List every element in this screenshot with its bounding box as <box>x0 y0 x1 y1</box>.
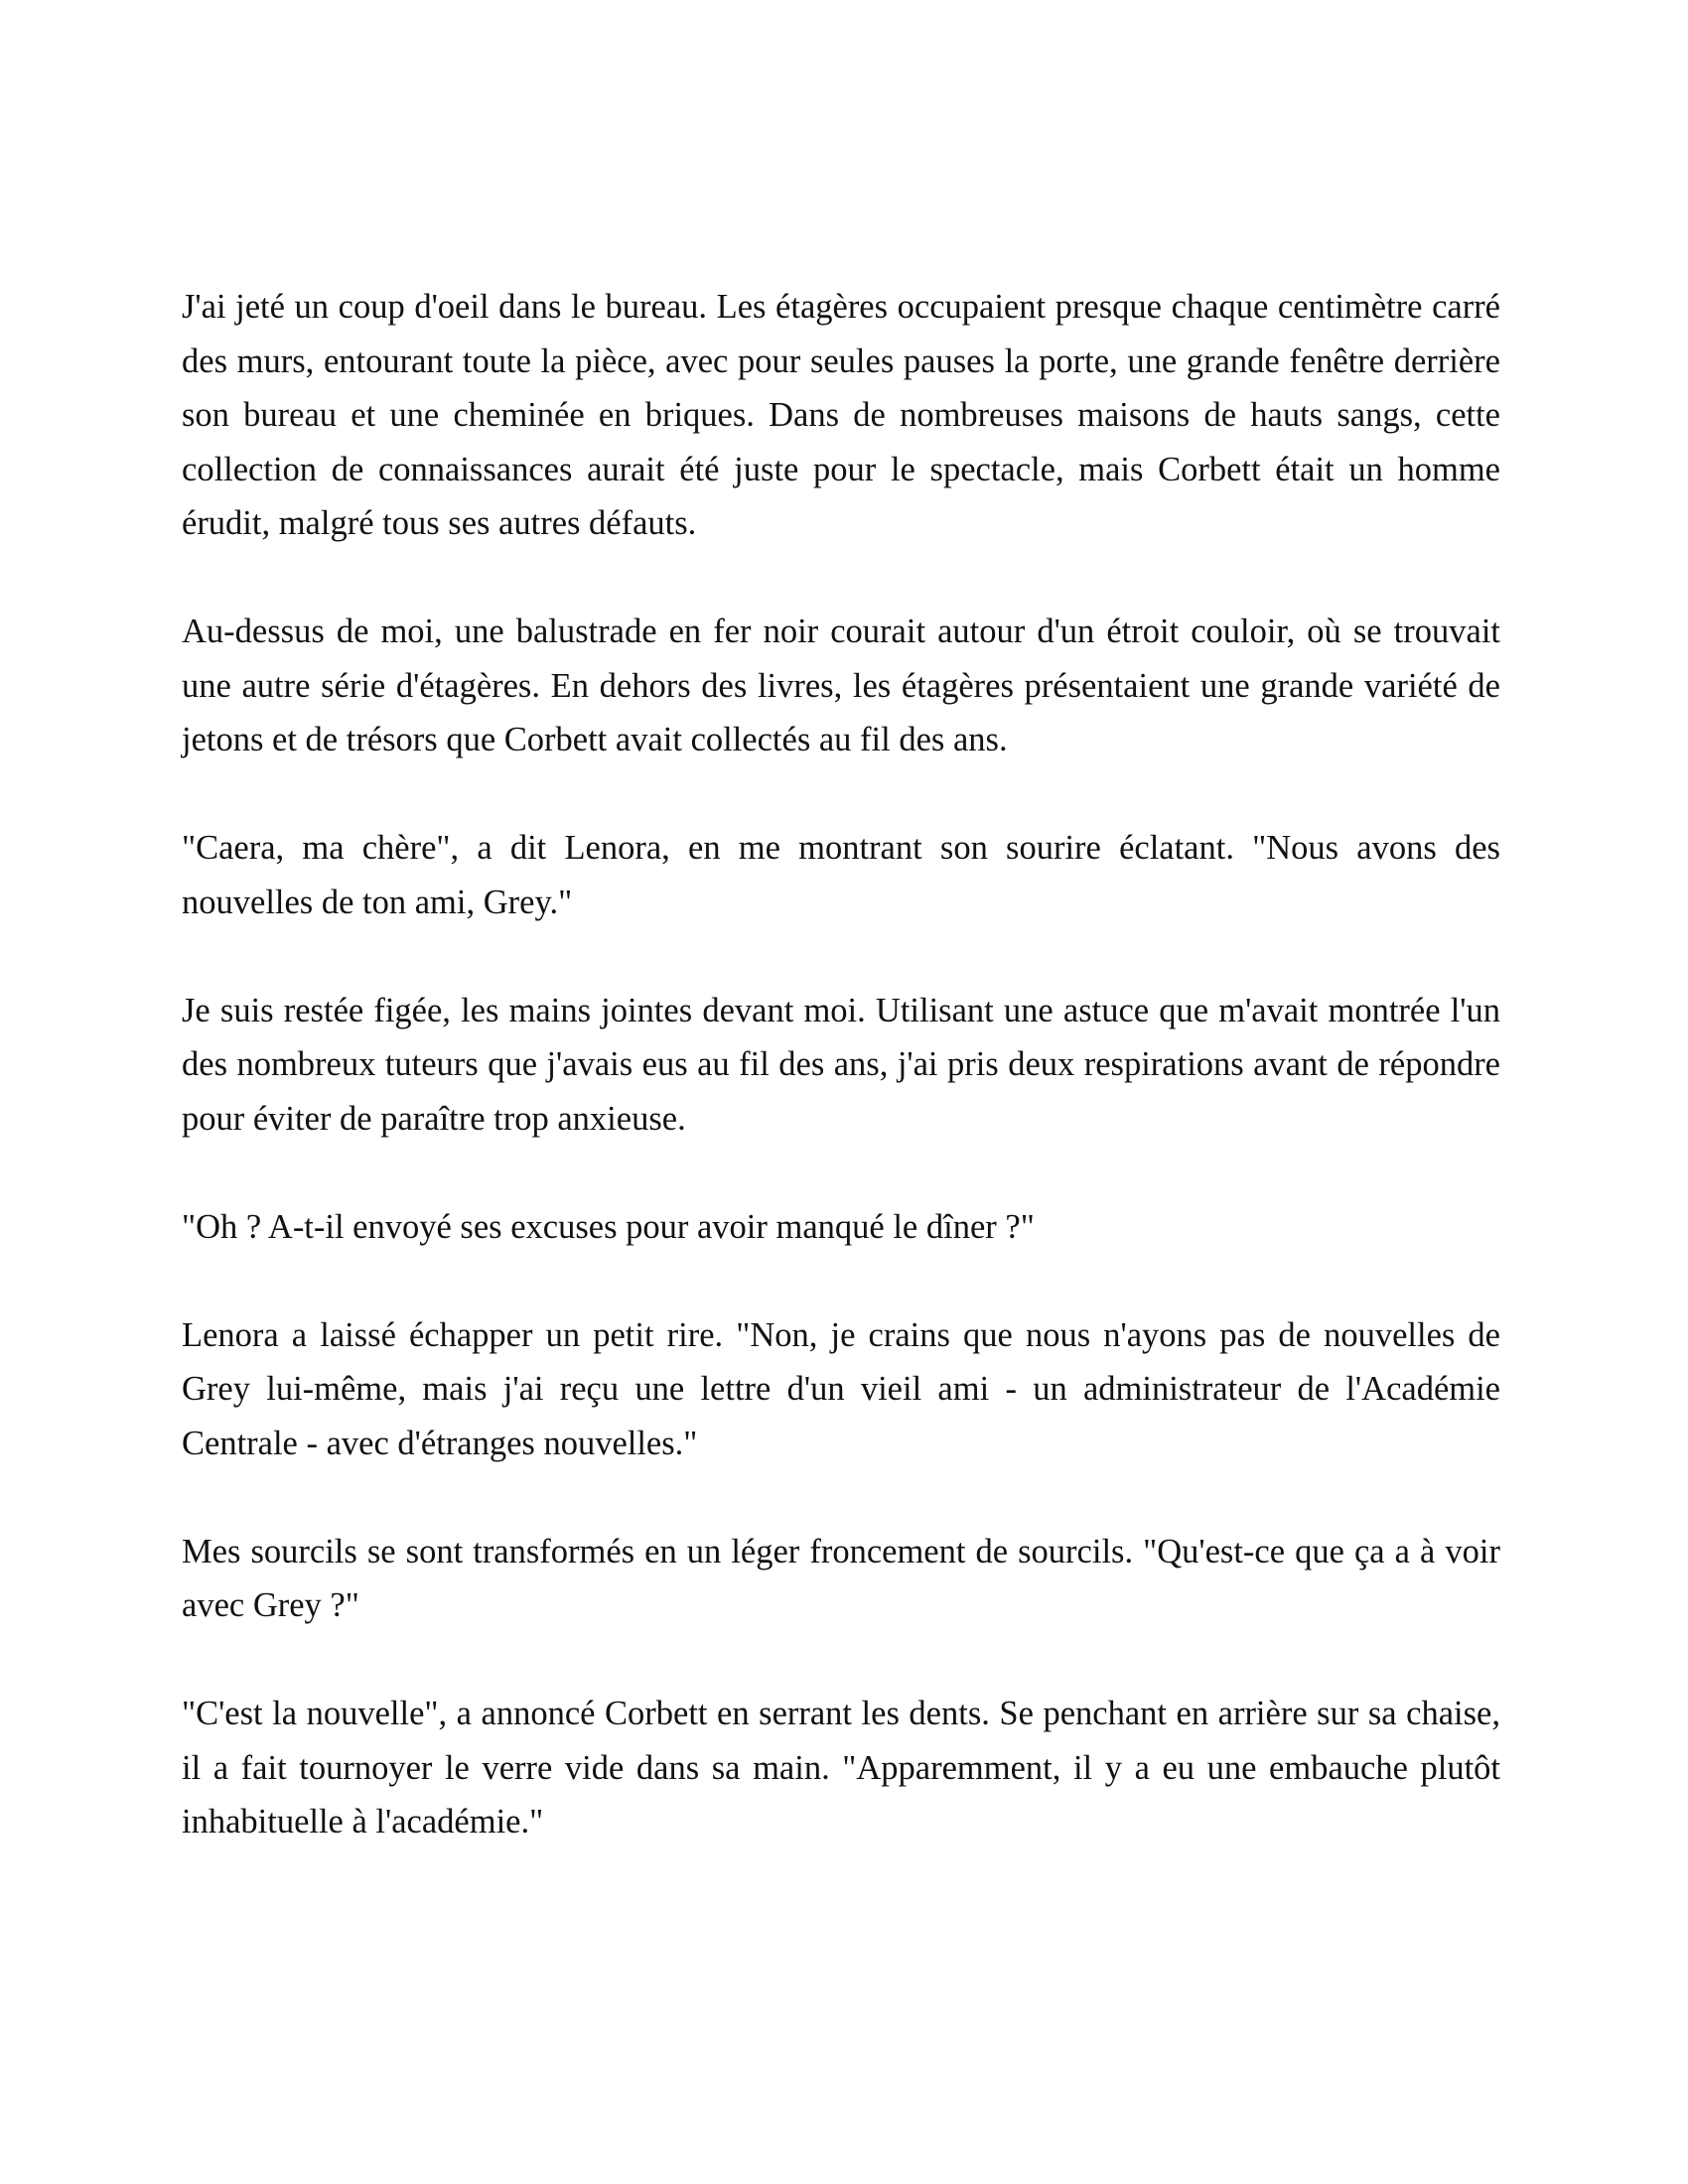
paragraph-caera-frown: Mes sourcils se sont transformés en un léger froncement de sourcils. "Qu'est-ce que ça a à voir avec Grey ?" <box>182 1532 1500 1624</box>
paragraph-balustrade: Au-dessus de moi, une balustrade en fer noir courait autour d'un étroit couloir, où se trouvait une autre série d'étagères. En dehors des livres, les étagères présentaient une grande variété de jetons et de trésors que Corbett avait collectés au fil des ans. <box>182 613 1500 758</box>
document-page <box>182 280 1500 1903</box>
paragraph-office-description: J'ai jeté un coup d'oeil dans le bureau. Les étagères occupaient presque chaque centimètre carré des murs, entourant toute la pièce, avec pour seules pauses la porte, une grande fenêtre derrière son bureau et une cheminée en briques. Dans de nombreuses maisons de hauts sangs, cette collection de connaissances aurait été juste pour le spectacle, mais Corbett était un homme érudit, malgré tous ses autres défauts. <box>182 288 1500 542</box>
paragraph-lenora-greeting: "Caera, ma chère", a dit Lenora, en me montrant son sourire éclatant. "Nous avons des nouvelles de ton ami, Grey." <box>182 829 1500 921</box>
paragraph-corbett-news: "C'est la nouvelle", a annoncé Corbett en serrant les dents. Se penchant en arrière sur sa chaise, il a fait tournoyer le verre vide dans sa main. "Apparemment, il y a eu une embauche plutôt inhabituelle à l'académie." <box>182 1695 1500 1841</box>
paragraph-caera-reaction: Je suis restée figée, les mains jointes devant moi. Utilisant une astuce que m'avait montrée l'un des nombreux tuteurs que j'avais eus au fil des ans, j'ai pris deux respirations avant de répondre pour éviter de paraître trop anxieuse. <box>182 991 1500 1138</box>
paragraph-lenora-reply: Lenora a laissé échapper un petit rire. "Non, je crains que nous n'ayons pas de nouvelles de Grey lui-même, mais j'ai reçu une lettre d'un vieil ami - un administrateur de l'Académie Centrale - avec d'étranges nouvelles." <box>182 1315 1500 1462</box>
paragraph-caera-question: "Oh ? A-t-il envoyé ses excuses pour avoir manqué le dîner ?" <box>182 1207 1035 1246</box>
